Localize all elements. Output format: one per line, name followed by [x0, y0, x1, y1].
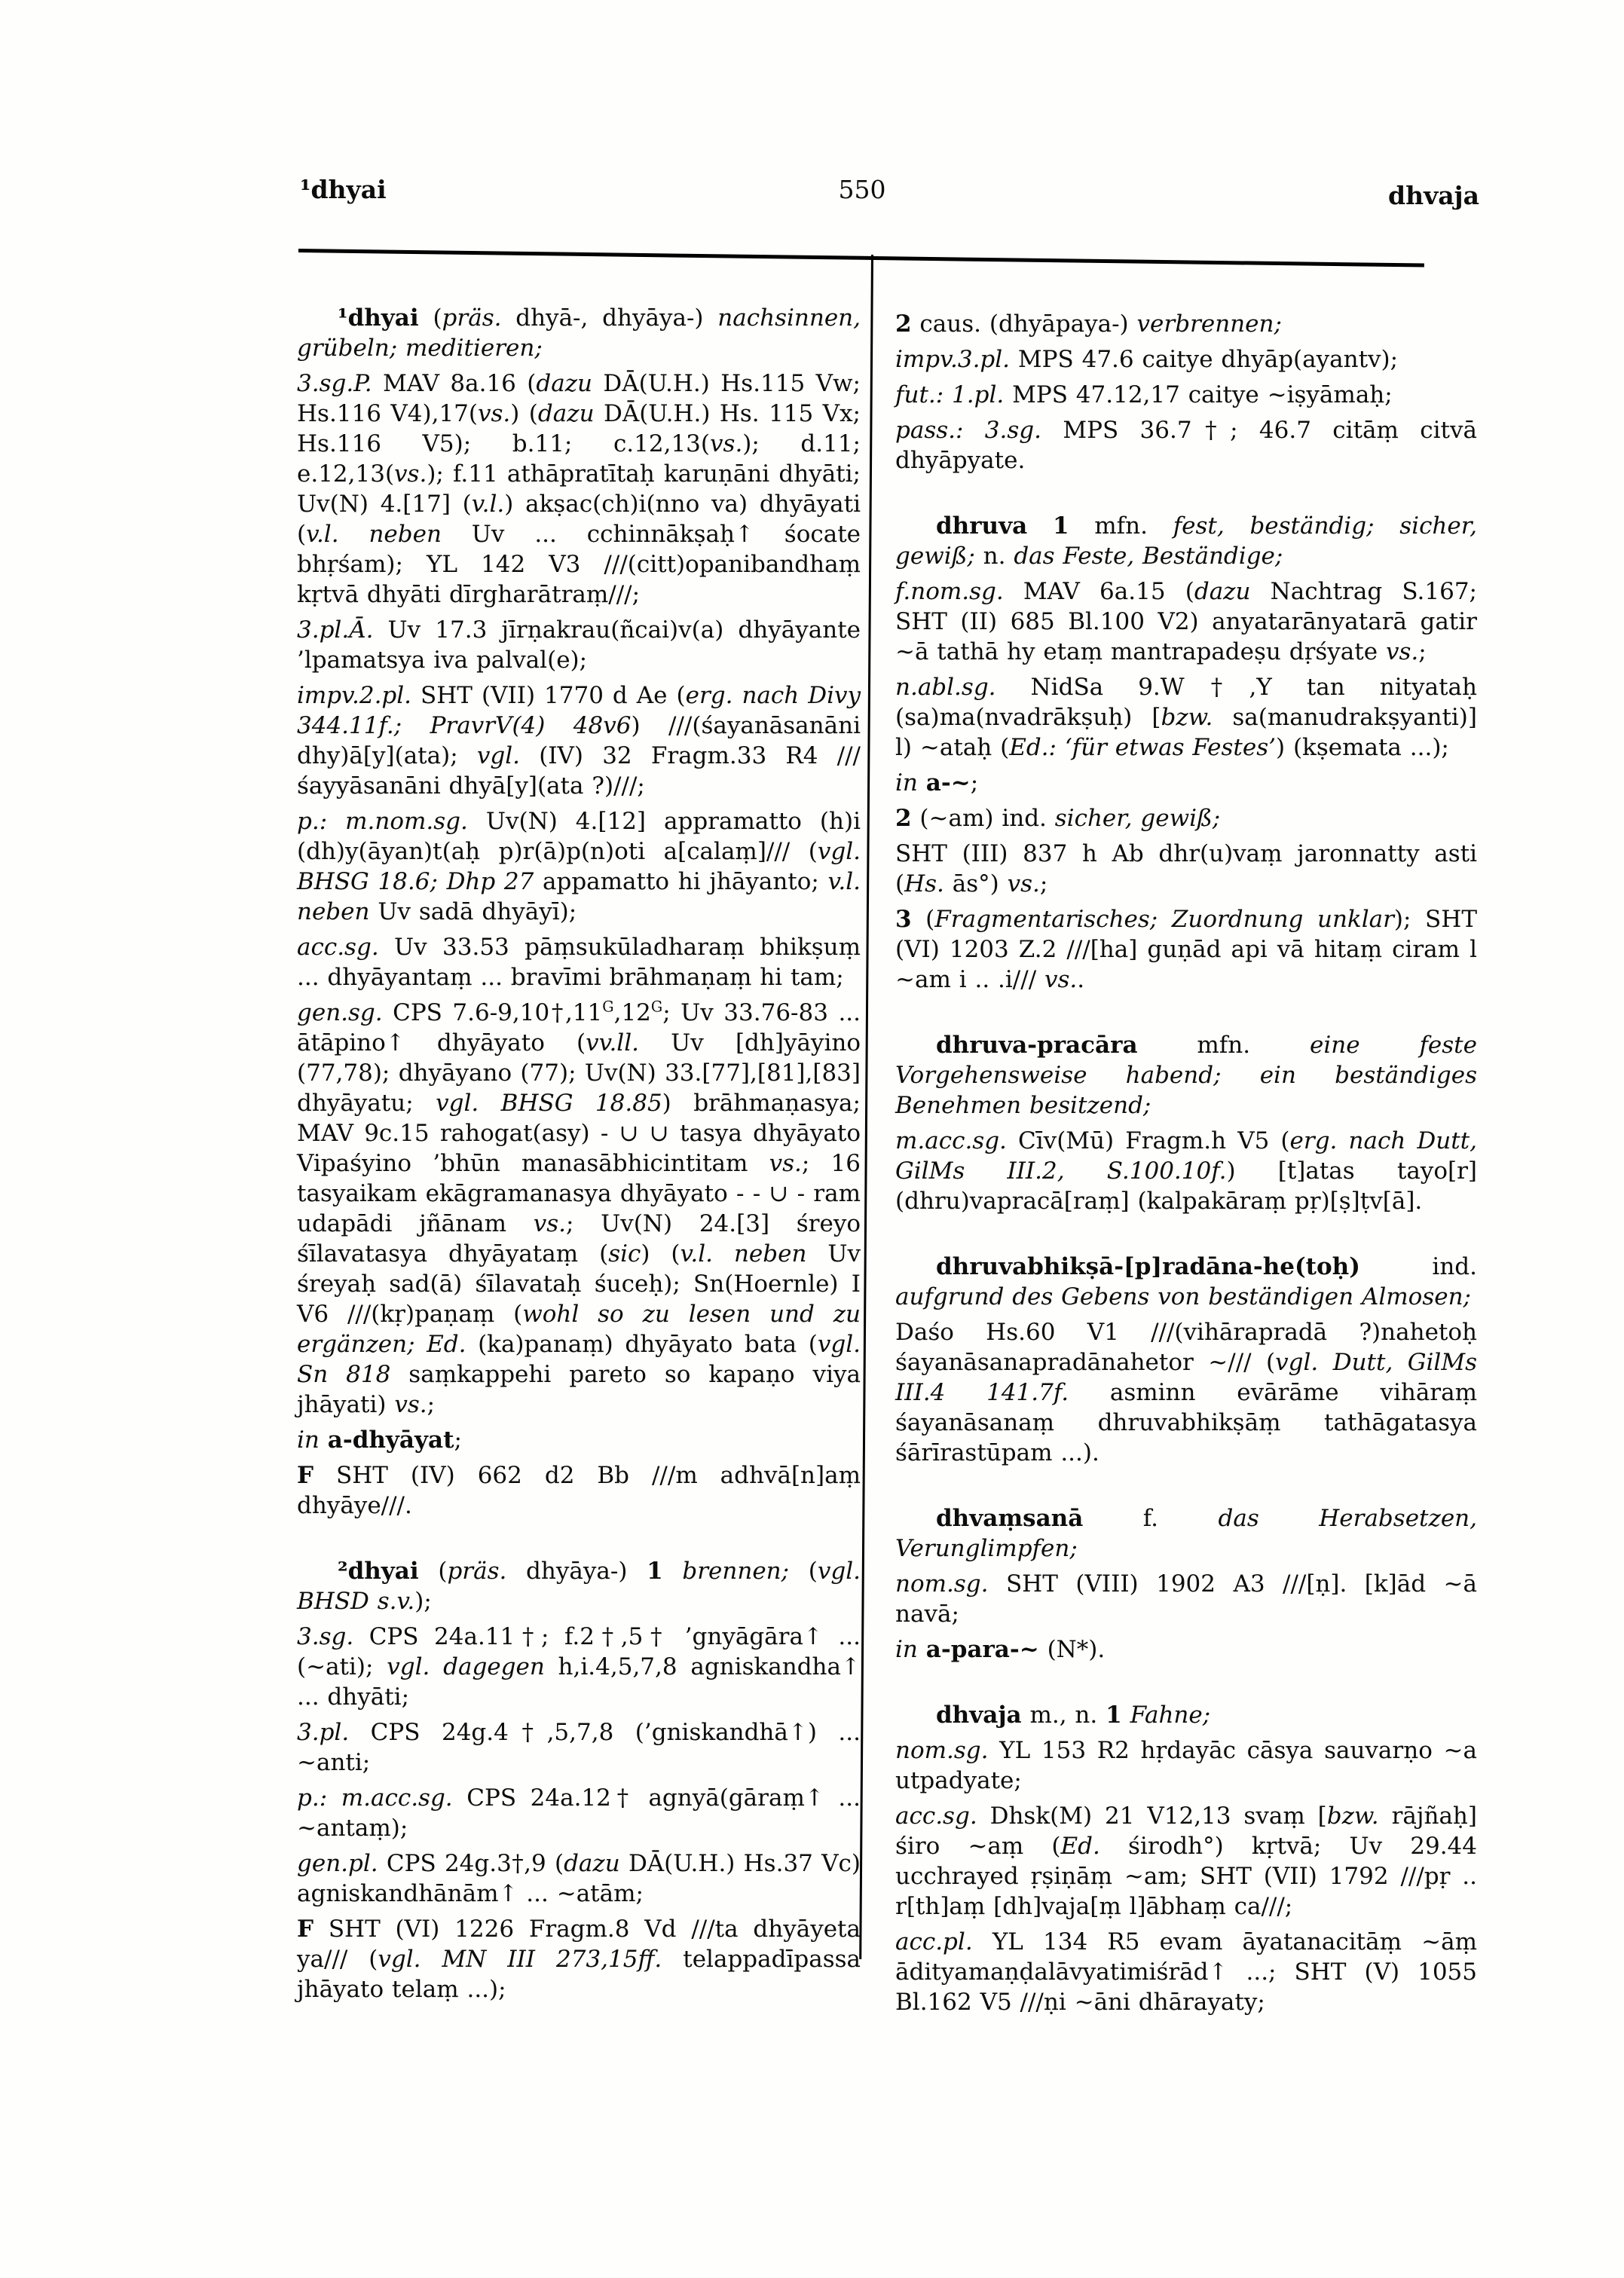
running-head-left-lemma: ¹dhyai	[300, 175, 387, 204]
text-run: vgl. MN III 273,15ff.	[378, 1946, 662, 1973]
entry-body-paragraph	[895, 803, 1477, 833]
text-run	[320, 1426, 328, 1454]
text-run: dhyā-, dhyāya-)	[501, 304, 718, 332]
text-run: vgl. Dutt, GilMs III.4 141.7f.	[895, 1349, 1477, 1406]
text-run: ,12	[613, 999, 651, 1026]
text-run: vgl.	[476, 742, 520, 769]
text-run: Uv sadā dhyāyī);	[369, 898, 577, 925]
text-run: F	[297, 1916, 314, 1943]
entry-body-paragraph	[895, 415, 1477, 475]
text-run: ; Uv 33.76-83 ... ātāpino↑ dhyāyato (	[297, 999, 861, 1056]
entry-body-paragraph	[895, 344, 1477, 375]
text-run: a-dhyāyat	[327, 1426, 454, 1454]
text-run: rājñaḥ] śiro ~aṃ (	[895, 1803, 1477, 1860]
text-run: ); d.11; e.12,13(	[297, 430, 861, 488]
text-run: dhyāya-)	[506, 1558, 647, 1585]
text-run: Cīv(Mū) Fragm.h V5 (	[1006, 1127, 1290, 1154]
text-run: v.l.	[471, 491, 505, 518]
text-run: f.nom.sg.	[895, 578, 1004, 605]
text-run: MPS 47.12,17 caitye ~iṣyāmaḥ;	[1004, 381, 1393, 408]
text-run: das Feste, Beständige;	[1014, 543, 1283, 570]
text-run: Ed.	[1060, 1833, 1100, 1860]
text-run: impv.3.pl.	[895, 346, 1011, 373]
text-run: acc.sg.	[895, 1803, 977, 1830]
text-run: (	[418, 1558, 448, 1585]
text-run: ); f.11 athāpratītaḥ karuṇāni dhyāti; Uv(N) 4.[17] (	[297, 460, 861, 518]
text-run: bzw.	[1326, 1803, 1379, 1830]
text-run: ) (kṣemata ...);	[1276, 734, 1449, 761]
text-run: Uv ... cchinnākṣaḥ↑ śocate bhṛśam); YL 142 V3 ///(citt)opanibandhaṃ kṛtvā dhyāti dīrgharātraṃ///;	[297, 521, 861, 608]
text-run: CPS 7.6-9,10†,11	[382, 999, 603, 1026]
text-run: ;	[970, 769, 979, 797]
entry-body-paragraph	[895, 768, 1477, 798]
entry-headword-paragraph	[895, 1700, 1477, 1730]
entry-headword-paragraph	[895, 1503, 1477, 1564]
text-run: vgl. Sn 818	[297, 1331, 861, 1388]
text-run: MAV 8a.16 (	[372, 370, 537, 397]
column-divider-rule	[859, 255, 873, 1959]
text-run	[663, 1558, 683, 1585]
text-run: DĀ(U.H.) Hs. 115 Vx; Hs.116 V5); b.11; c.12,13(	[297, 400, 861, 457]
text-run: vgl. BHSG 18.6; Dhp 27	[297, 838, 861, 895]
text-run: sicher, gewiß;	[1054, 805, 1221, 832]
text-run: dazu	[536, 370, 593, 397]
text-run: Uv śreyaḥ sad(ā) śīlavataḥ śuceḥ); Sn(Hoernle) I V6 ///(kṛ)paṇaṃ (	[297, 1240, 861, 1328]
text-run: SHT (VII) 1770 d Ae (	[411, 682, 686, 709]
text-run: 3.sg.	[297, 1623, 354, 1650]
text-run: v.l. neben	[306, 521, 442, 548]
text-run: ); SHT (VI) 1203 Z.2 ///[ha] guṇād api vā hitaṃ ciram l ~am i .. .i///	[895, 906, 1477, 993]
text-run: Ed.: ‘für etwas Festes’	[1009, 734, 1276, 761]
text-run: n.	[974, 543, 1014, 570]
text-run: Nachtrag S.167; SHT (II) 685 Bl.100 V2) anyatarānyatarā gatir ~ā tathā hy etaṃ mantrapadeṣu dṛśyate	[895, 578, 1477, 665]
text-run: n.abl.sg.	[895, 674, 996, 701]
entry-body-paragraph	[297, 1783, 861, 1843]
entry-body-paragraph	[895, 1801, 1477, 1922]
text-run: ¹dhyai	[338, 304, 419, 332]
text-run: das Herabsetzen, Verunglimpfen;	[895, 1505, 1477, 1562]
text-run: śirodh°) kṛtvā; Uv 29.44 ucchrayed ṛṣiṇāṃ ~am; SHT (VII) 1792 ///pṛ .. r[th]aṃ [dh]vaja[ṃ l]ābhaṃ ca///;	[895, 1833, 1477, 1920]
entry-headword-paragraph	[895, 511, 1477, 571]
text-run: präs.	[442, 304, 502, 332]
text-run: 3	[895, 906, 912, 933]
running-header	[0, 175, 1624, 213]
text-run: pass.: 3.sg.	[895, 417, 1041, 444]
text-run: erg. nach Divy 344.11f.; PravrV(4) 48v6	[297, 682, 861, 739]
text-run: acc.sg.	[297, 934, 379, 961]
text-run: vs.	[533, 1210, 566, 1237]
text-run: in	[895, 1636, 918, 1663]
text-run: ) brāhmaṇasya; MAV 9c.15 rahogat(asy) - ∪ ∪ tasya dhyāyato Vipaśyino ’bhūn manasābhicintitam	[297, 1090, 861, 1177]
entry-body-paragraph	[297, 1914, 861, 2004]
text-run: G	[650, 998, 663, 1016]
text-run: CPS 24g.3†,9 (	[378, 1850, 564, 1877]
text-run: YL 153 R2 hṛdayāc cāsya sauvarṇo ~a utpadyate;	[895, 1737, 1477, 1794]
text-run: dazu	[1194, 578, 1251, 605]
text-run: nom.sg.	[895, 1570, 989, 1598]
entry-body-paragraph	[297, 615, 861, 675]
text-run: h,i.4,5,7,8 agniskandha↑ ... dhyāti;	[297, 1653, 861, 1711]
entry-body-paragraph	[297, 680, 861, 801]
text-run: vs.	[1385, 638, 1419, 665]
text-run: verbrennen;	[1136, 310, 1282, 338]
text-run: nachsinnen, grübeln; meditieren;	[297, 304, 861, 362]
text-run: G	[602, 998, 614, 1016]
text-run: vs.	[710, 430, 743, 457]
text-run: );	[414, 1588, 432, 1615]
text-run: (ka)panaṃ) dhyāyato bata (	[466, 1331, 818, 1358]
text-run: Uv 33.53 pāṃsukūladharaṃ bhikṣuṃ ... dhyāyantaṃ ... bravīmi brāhmaṇaṃ hi tam;	[297, 934, 861, 991]
text-run: ās°)	[944, 870, 1008, 897]
text-run: nom.sg.	[895, 1737, 989, 1764]
text-run: bzw.	[1161, 704, 1213, 731]
text-run: erg. nach Dutt, GilMs III.2, S.100.10f.	[895, 1127, 1477, 1185]
text-run: in	[297, 1426, 320, 1454]
text-run: CPS 24g.4†,5,7,8 (’gniskandhā↑) ... ~anti;	[297, 1719, 861, 1776]
text-run: ; 16 tasyaikam ekāgramanasya dhyāyato - - ∪ - ram udapādi jñānam	[297, 1150, 861, 1237]
text-run: gen.pl.	[297, 1850, 378, 1877]
text-run: ;	[1418, 638, 1427, 665]
text-run: Dhsk(M) 21 V12,13 svaṃ [	[977, 1803, 1327, 1830]
text-run: dazu	[564, 1850, 620, 1877]
text-run: 1	[1106, 1702, 1122, 1729]
text-run: mfn.	[1137, 1032, 1310, 1059]
right-column	[895, 309, 1477, 2017]
text-run: 3.pl.	[297, 1719, 350, 1746]
text-run: fest, beständig; sicher, gewiß;	[895, 512, 1478, 570]
text-run: aufgrund des Gebens von beständigen Almosen;	[895, 1283, 1471, 1310]
text-run: (N*).	[1038, 1636, 1106, 1663]
text-run: 3.pl.Ā.	[297, 616, 374, 644]
text-run: vs.	[1007, 870, 1040, 897]
text-run: Daśo Hs.60 V1 ///(vihārapradā ?)nahetoḥ śayanāsanapradānahetor ~/// (	[895, 1319, 1477, 1376]
text-run: vs.	[394, 1391, 427, 1418]
page-number: 550	[838, 175, 886, 204]
text-run: F	[297, 1462, 314, 1489]
text-run: a-~	[925, 769, 971, 797]
text-run: vv.ll.	[586, 1029, 639, 1056]
text-run: eine feste Vorgehensweise habend; ein beständiges Benehmen besitzend;	[895, 1032, 1477, 1119]
text-run: 3.sg.P.	[297, 370, 372, 397]
text-run: ) ///(śayanāsanāni dhy)ā[y](ata);	[297, 712, 861, 769]
text-run: präs.	[447, 1558, 507, 1585]
text-run: Fahne;	[1130, 1702, 1211, 1729]
entry-headword-paragraph	[895, 1030, 1477, 1121]
text-run: .	[1077, 966, 1085, 993]
entry-body-paragraph	[895, 1317, 1477, 1468]
text-run: MAV 6a.15 (	[1003, 578, 1194, 605]
text-run: v.l. neben	[297, 868, 861, 925]
entry-body-paragraph	[297, 1848, 861, 1909]
entry-body-paragraph	[297, 1622, 861, 1712]
text-run: Uv 17.3 jīrṇakrau(ñcai)v(a) dhyāyante ’lpamatsya iva palval(e);	[297, 616, 861, 674]
text-run: (~am) ind.	[911, 805, 1055, 832]
text-run: vs.	[394, 460, 427, 488]
text-run: vgl. BHSD s.v.	[297, 1558, 861, 1615]
text-run: MPS 47.6 caitye dhyāp(ayantv);	[1010, 346, 1399, 373]
text-run: (	[418, 304, 442, 332]
entry-body-paragraph	[895, 380, 1477, 410]
text-run: m.acc.sg.	[895, 1127, 1007, 1154]
text-run: 1	[1052, 512, 1069, 540]
text-run: wohl so zu lesen und zu ergänzen; Ed.	[297, 1301, 861, 1358]
entry-body-paragraph	[297, 998, 861, 1420]
entry-body-paragraph	[895, 1634, 1477, 1665]
text-run: dazu	[537, 400, 595, 427]
text-run: CPS 24a.11†; f.2†,5† ’gnyāgāra↑ ... (~ati);	[297, 1623, 861, 1680]
text-run: telappadīpassa jhāyato telaṃ ...);	[297, 1946, 861, 2003]
text-run: mfn.	[1069, 512, 1173, 540]
text-run: fut.: 1.pl.	[895, 381, 1005, 408]
text-run: Fragmentarisches; Zuordnung unklar	[934, 906, 1394, 933]
text-run: acc.pl.	[895, 1928, 973, 1955]
text-run: SHT (III) 837 h Ab dhr(u)vaṃ jaronnatty asti (	[895, 840, 1477, 897]
text-run: vgl. dagegen	[387, 1653, 545, 1680]
text-run: DĀ(U.H.) Hs.115 Vw; Hs.116 V4),17(	[297, 370, 861, 427]
entry-body-paragraph	[895, 1735, 1477, 1796]
text-run: ; Uv(N) 24.[3] śreyo śīlavatasya dhyāyataṃ (	[297, 1210, 861, 1267]
text-run: ²dhyai	[338, 1558, 419, 1585]
entry-body-paragraph	[895, 576, 1477, 667]
text-run: SHT (IV) 662 d2 Bb ///m adhvā[n]aṃ dhyāye///.	[297, 1462, 861, 1519]
text-run: Hs.	[904, 870, 944, 897]
text-run: p.: m.nom.sg.	[297, 808, 468, 835]
text-run: NidSa 9.W†,Y tan nityataḥ (sa)ma(nvadrākṣuḥ) [	[895, 674, 1477, 731]
text-run: dhvaṃsanā	[936, 1505, 1084, 1532]
text-run: appamatto hi jhāyanto;	[534, 868, 828, 895]
text-run: ) (	[641, 1240, 680, 1267]
text-run: vs.	[769, 1150, 802, 1177]
text-run: dhruva	[936, 512, 1028, 540]
entry-body-paragraph	[297, 1425, 861, 1455]
text-run: vs.	[478, 400, 511, 427]
entry-body-paragraph	[297, 806, 861, 927]
text-run: SHT (VI) 1226 Fragm.8 Vd ///ta dhyāyeta ya/// (	[297, 1916, 861, 1973]
text-run: vs.	[1044, 966, 1078, 993]
text-run: sa(manudrakṣyanti)] l) ~ataḥ (	[895, 704, 1477, 761]
text-run: p.: m.acc.sg.	[297, 1784, 453, 1812]
text-run	[918, 1636, 926, 1663]
entry-body-paragraph	[895, 1927, 1477, 2017]
text-run: MPS 36.7†; 46.7 citāṃ citvā dhyāpyate.	[895, 417, 1477, 474]
text-run: Uv [dh]yāyino (77,78); dhyāyano (77); Uv(N) 33.[77],[81],[83] dhyāyatu;	[297, 1029, 861, 1117]
text-run: ind.	[1359, 1253, 1477, 1280]
entry-body-paragraph	[895, 839, 1477, 899]
text-run: ) [t]atas tayo[r] (dhru)vapracā[raṃ] (kalpakāraṃ pṛ)[ṣ]ṭv[ā].	[895, 1157, 1477, 1215]
entry-headword-paragraph	[895, 1252, 1477, 1312]
entry-body-paragraph	[297, 368, 861, 610]
entry-body-paragraph	[297, 1717, 861, 1778]
text-run: f.	[1083, 1505, 1219, 1532]
text-run: dhruvabhikṣā-[p]radāna-he(toḥ)	[936, 1253, 1360, 1280]
text-run	[918, 769, 926, 797]
text-run: ) (	[510, 400, 538, 427]
entry-headword-paragraph	[297, 303, 861, 363]
text-run: Uv(N) 4.[12] appramatto (h)i (dh)y(āyan)t(aḥ p)r(ā)p(n)oti a[calaṃ]/// (	[297, 808, 861, 865]
text-run: (IV) 32 Fragm.33 R4 ///śayyāsanāni dhyā[y](ata ?)///;	[297, 742, 861, 800]
text-run: gen.sg.	[297, 999, 383, 1026]
text-run: ) akṣac(ch)i(nno va) dhyāyati (	[297, 491, 861, 548]
header-rule	[298, 249, 1424, 268]
text-run: vgl. BHSG 18.85	[436, 1090, 662, 1117]
text-run: m., n.	[1021, 1702, 1106, 1729]
left-column	[297, 303, 861, 2004]
text-run: dhruva-pracāra	[936, 1032, 1138, 1059]
entry-body-paragraph	[895, 1569, 1477, 1629]
text-run: (	[789, 1558, 818, 1585]
text-run: 2	[895, 805, 912, 832]
text-run: in	[895, 769, 918, 797]
entry-body-paragraph	[895, 672, 1477, 763]
running-head-right-lemma: dhvaja	[1388, 181, 1479, 210]
text-run: v.l. neben	[680, 1240, 807, 1267]
entry-body-paragraph	[895, 309, 1477, 339]
text-run: impv.2.pl.	[297, 682, 412, 709]
entry-body-paragraph	[895, 904, 1477, 995]
text-run	[1027, 512, 1053, 540]
entry-body-paragraph	[297, 932, 861, 992]
text-run: asminn evārāme vihāraṃ śayanāsanaṃ dhruvabhikṣāṃ tathāgatasya śārīrastūpam ...).	[895, 1379, 1478, 1466]
text-run: dhvaja	[936, 1702, 1022, 1729]
text-run: (	[911, 906, 935, 933]
text-run: caus. (dhyāpaya-)	[911, 310, 1137, 338]
text-run: DĀ(U.H.) Hs.37 Vc) agniskandhānām↑ ... ~atām;	[297, 1850, 861, 1907]
text-run: ;	[454, 1426, 462, 1454]
entry-body-paragraph	[895, 1126, 1477, 1216]
text-run: SHT (VIII) 1902 A3 ///[ṇ]. [k]ād ~ā navā;	[895, 1570, 1477, 1628]
text-run: YL 134 R5 evam āyatanacitāṃ ~āṃ ādityamaṇḍalāvyatimiśrād↑ ...; SHT (V) 1055 Bl.162 V5 ///ṇi ~āni dhārayaty;	[895, 1928, 1477, 2016]
text-run: saṃkappehi pareto so kapaṇo viya jhāyati)	[297, 1361, 861, 1418]
text-run: brennen;	[682, 1558, 790, 1585]
text-run	[1122, 1702, 1130, 1729]
text-run: 1	[647, 1558, 663, 1585]
text-run: sic	[608, 1240, 641, 1267]
entry-headword-paragraph	[297, 1556, 861, 1616]
text-run: a-para-~	[925, 1636, 1039, 1663]
text-run: ;	[1039, 870, 1048, 897]
entry-body-paragraph	[297, 1460, 861, 1521]
text-run: 2	[895, 310, 912, 338]
text-run: ;	[427, 1391, 436, 1418]
text-run: CPS 24a.12† agnyā(gāraṃ↑ ... ~antaṃ);	[297, 1784, 861, 1842]
